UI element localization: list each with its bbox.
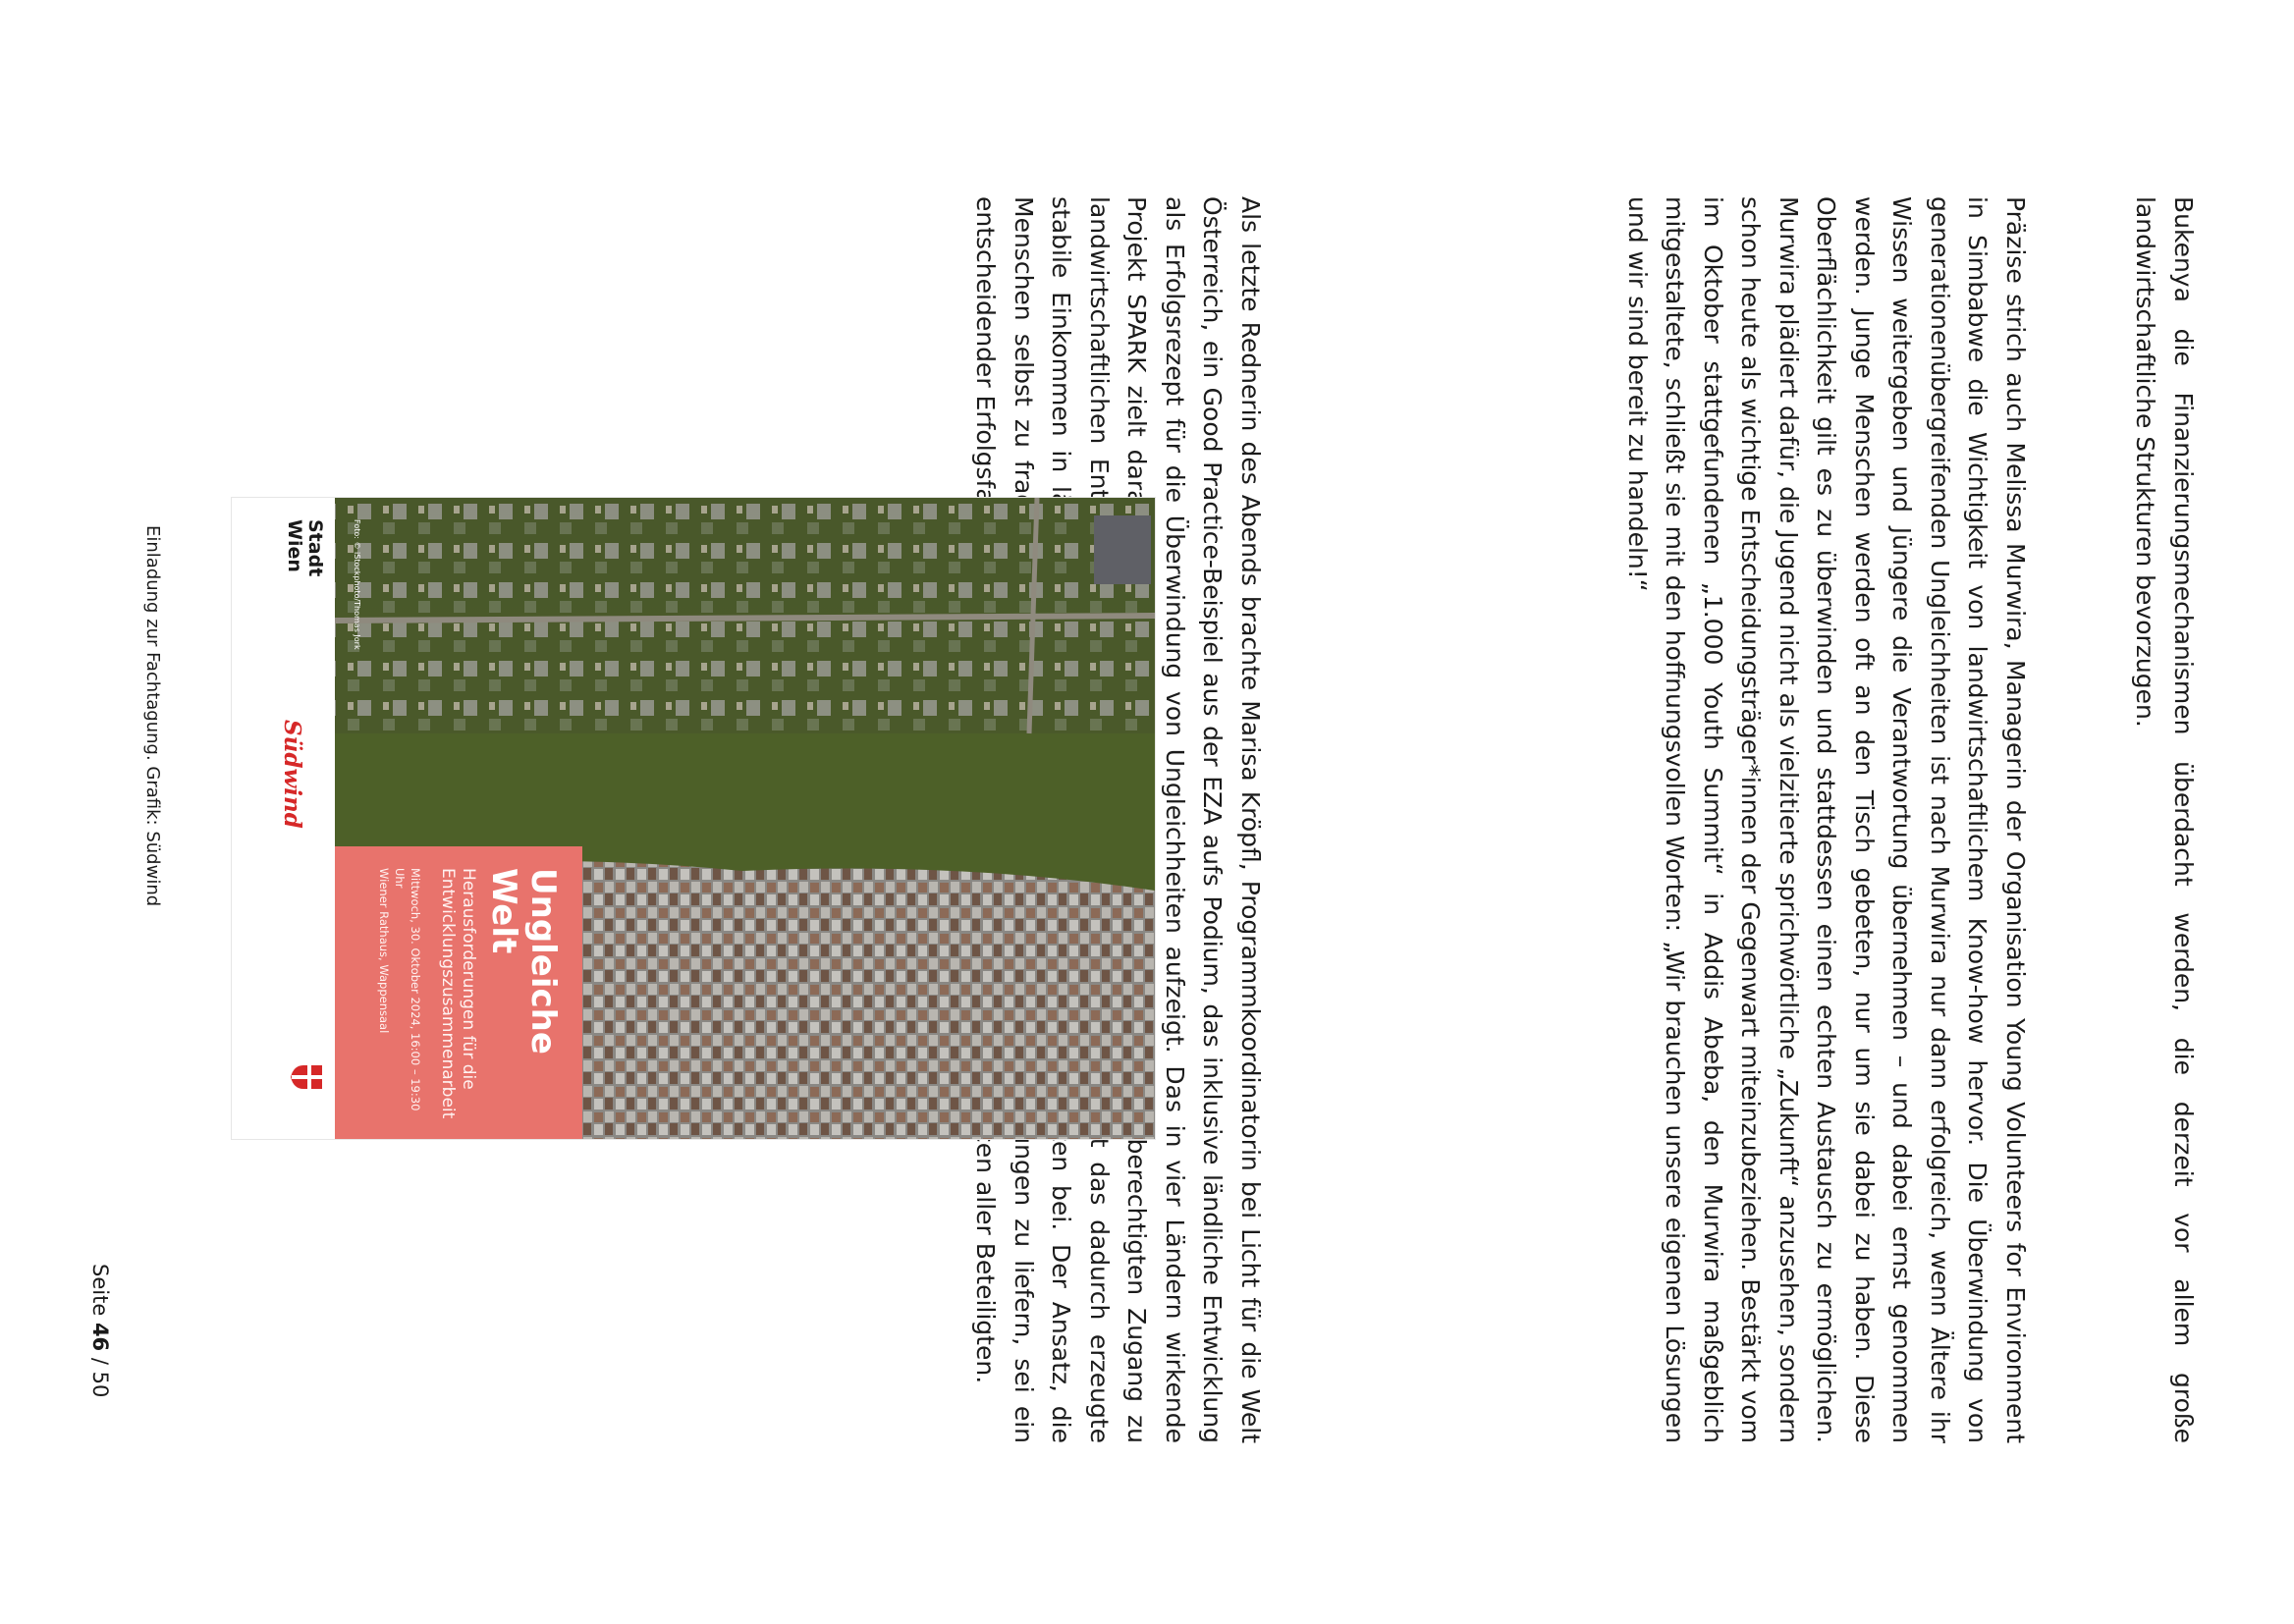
poster-title-box [335, 846, 582, 1139]
poster-title: Ungleiche Welt [484, 868, 563, 1055]
suedwind-logo: Südwind [279, 720, 305, 829]
page-number-total: 50 [88, 1371, 112, 1398]
stadt-wien-logo: Stadt Wien [284, 519, 326, 577]
body-paragraph-3: Als letzte Rednerin des Abends brachte Marisa Kröpfl, Programmkoordinatorin bei Licht für die Welt Österreich, ein Good Practice-Beispiel aus der EZA aufs Podium, das inklusive ländliche Entwicklung als Erfolgsrezept für die Überwindung von Ungleichheiten aufzeigt. Das in vier Ländern wirkende Projekt SPARK zielt darauf gleichberechtigten Zugang zu landwirtschaftlichen das dadurch erzeugte stabile Einkommen in bei. Der Ansatz, die Menschen selbst zu Lösungen zu liefern, sei ein entscheidender Erfolgsfaktor aller Beteiligten. [971, 196, 1265, 1443]
event-poster-image [232, 498, 1155, 1139]
poster-venue: Wiener Rathaus, Wappensaal [377, 868, 391, 1034]
page-number-separator: / [88, 1357, 112, 1365]
page-number-current: 46 [88, 1322, 112, 1352]
poster-date: Mittwoch, 30. Oktober 2024, 16:00 – 19:30 Uhr [393, 868, 422, 1111]
poster-subtitle: Herausforderungen für die Entwicklungszusammenarbeit [438, 868, 478, 1119]
body-paragraph-2: Präzise strich auch Melissa Murwira, Managerin der Organisation Young Volunteers for Environment in Simbabwe die Wichtigkeit von landwirtschaftlichem Know-how hervor. Die Überwindung von generationenübergreifenden Ungleichheiten ist nach Murwira nur dann erfolgreich, wenn Ältere ihr Wissen weitergeben und Jüngere die Verantwortung übernehmen – und dabei ernst genommen werden. Junge Menschen werden oft an den Tisch gebeten, nur um sie dabei zu haben. Diese Oberflächlichkeit gilt es zu überwinden und stattdessen einen echten Austausch zu ermöglichen. Murwira plädiert dafür, die Jugend nicht als vielzitierte sprichwörtliche „Zukunft“ anzusehen, sondern schon heute als wichtige Entscheidungsträger*innen der Gegenwart miteinzubeziehen. Bestärkt vom im Oktober stattgefundenen „1.000 Youth Summit“ in Addis Abeba, den Murwira maßgeblich mitgestaltete, schließt sie mit den hoffnungsvollen Worten: „Wir brauchen unsere eigenen Lösungen und wir sind bereit zu handeln!“ [1623, 196, 2030, 1443]
body-paragraph-1: Bukenya die Finanzierungsmechanismen überdacht werden, die derzeit vor allem große landwirtschaftliche Strukturen bevorzugen. [2131, 196, 2198, 1443]
page-number-label: Seite [88, 1264, 112, 1317]
figure-caption: Einladung zur Fachtagung. Grafik: Südwind [142, 525, 163, 907]
wien-coat-of-arms-icon [290, 1064, 323, 1090]
photo-credit: Foto: © iStockphoto/Thomas Jork [353, 519, 361, 650]
page-number [88, 1264, 112, 1397]
poster-logo-strip [232, 498, 335, 1139]
